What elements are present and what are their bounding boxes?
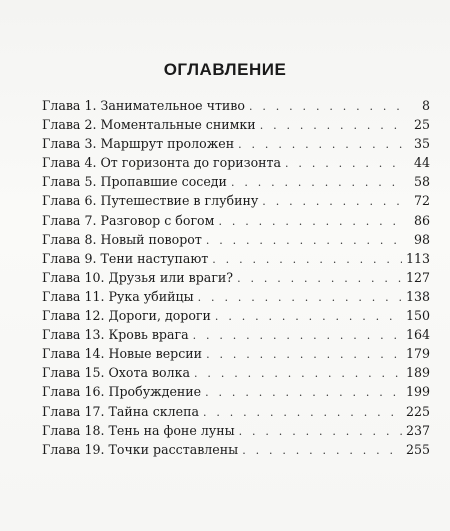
toc-entry [42, 306, 430, 325]
page-number: 199 [405, 384, 430, 400]
chapter-title: Пробуждение [108, 384, 202, 400]
chapter-number: Глава 4. [42, 155, 97, 171]
page-number: 35 [413, 136, 430, 152]
dot-leader [237, 269, 402, 288]
dot-leader [212, 250, 402, 269]
toc-entry [42, 440, 430, 459]
page-number: 113 [405, 250, 430, 266]
table-of-contents [42, 96, 430, 459]
dot-leader [238, 135, 402, 154]
page-number: 44 [413, 155, 430, 171]
chapter-number: Глава 12. [42, 308, 105, 324]
chapter-title: Рука убийцы [108, 288, 194, 304]
chapter-title: Тайна склепа [108, 403, 199, 419]
chapter-number: Глава 3. [42, 136, 97, 152]
toc-entry [42, 363, 430, 382]
dot-leader [260, 116, 402, 135]
page-number: 189 [405, 365, 430, 381]
chapter-title: Новый поворот [100, 231, 202, 247]
page-number: 138 [405, 288, 430, 304]
dot-leader [285, 154, 402, 173]
page-number: 150 [405, 308, 430, 324]
toc-entry [42, 402, 430, 421]
chapter-title: Дороги, дороги [108, 308, 211, 324]
dot-leader [206, 231, 402, 250]
chapter-title: Тень на фоне луны [108, 422, 235, 438]
page-number: 164 [405, 327, 430, 343]
dot-leader [215, 307, 402, 326]
toc-entry [42, 344, 430, 363]
toc-entry [42, 134, 430, 153]
chapter-number: Глава 10. [42, 269, 105, 285]
chapter-title: Маршрут проложен [100, 136, 235, 152]
chapter-title: Кровь врага [108, 327, 189, 343]
chapter-number: Глава 16. [42, 384, 105, 400]
chapter-title: Друзья или враги? [108, 269, 234, 285]
page-number: 237 [405, 422, 430, 438]
chapter-number: Глава 9. [42, 250, 97, 266]
toc-heading: ОГЛАВЛЕНИЕ [163, 60, 287, 79]
chapter-number: Глава 19. [42, 441, 105, 457]
page-number: 86 [413, 212, 430, 228]
page-number: 58 [413, 174, 430, 190]
chapter-number: Глава 14. [42, 346, 105, 362]
toc-entry [42, 230, 430, 249]
chapter-title: Разговор с богом [100, 212, 215, 228]
dot-leader [242, 441, 402, 460]
dot-leader [262, 192, 402, 211]
chapter-title: Пропавшие соседи [100, 174, 227, 190]
chapter-title: Путешествие в глубину [100, 193, 259, 209]
page-number: 25 [413, 117, 430, 133]
dot-leader [239, 422, 402, 441]
toc-entry [42, 96, 430, 115]
toc-entry [42, 153, 430, 172]
toc-entry [42, 211, 430, 230]
toc-entry [42, 191, 430, 210]
page-number: 255 [405, 441, 430, 457]
dot-leader [198, 288, 402, 307]
chapter-title: От горизонта до горизонта [100, 155, 282, 171]
chapter-number: Глава 8. [42, 231, 97, 247]
chapter-title: Занимательное чтиво [100, 98, 245, 113]
chapter-title: Новые версии [108, 346, 203, 362]
chapter-number: Глава 1. [42, 98, 97, 113]
toc-entry [42, 287, 430, 306]
chapter-title: Охота волка [108, 365, 191, 381]
dot-leader [218, 212, 402, 231]
toc-entry [42, 249, 430, 268]
toc-entry [42, 421, 430, 440]
page-number: 179 [405, 346, 430, 362]
dot-leader [193, 326, 402, 345]
chapter-number: Глава 6. [42, 193, 97, 209]
chapter-title: Моментальные снимки [100, 117, 256, 133]
dot-leader [206, 345, 402, 364]
chapter-number: Глава 2. [42, 117, 97, 133]
toc-entry [42, 172, 430, 191]
chapter-number: Глава 17. [42, 403, 105, 419]
dot-leader [231, 173, 402, 192]
page-number: 8 [421, 98, 430, 113]
page-number: 98 [413, 231, 430, 247]
chapter-number: Глава 15. [42, 365, 105, 381]
page-number: 225 [405, 403, 430, 419]
chapter-title: Тени наступают [100, 250, 209, 266]
toc-entry [42, 325, 430, 344]
dot-leader [205, 383, 402, 402]
chapter-number: Глава 11. [42, 288, 105, 304]
toc-entry [42, 115, 430, 134]
chapter-number: Глава 7. [42, 212, 97, 228]
chapter-number: Глава 18. [42, 422, 105, 438]
chapter-number: Глава 13. [42, 327, 105, 343]
page-number: 72 [413, 193, 430, 209]
chapter-number: Глава 5. [42, 174, 97, 190]
chapter-title: Точки расставлены [108, 441, 239, 457]
dot-leader [203, 403, 402, 422]
dot-leader [194, 364, 402, 383]
toc-entry [42, 268, 430, 287]
page-number: 127 [405, 269, 430, 285]
dot-leader [249, 97, 402, 116]
toc-entry [42, 382, 430, 401]
